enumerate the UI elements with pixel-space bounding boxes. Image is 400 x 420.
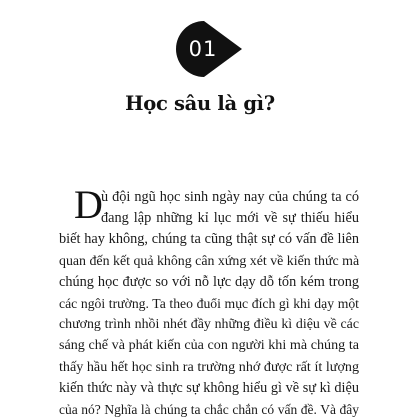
chapter-number: 01	[188, 37, 218, 61]
paragraph-line: quan đến kết quả không cân xứng xét về kiến thức mà	[59, 253, 360, 269]
paragraph-line: kiến thức này và thực sự không hiểu gì về sự kì diệu	[59, 379, 359, 396]
paragraph-line: đang lập những kỉ lục mới về sự thiếu hiểu	[101, 210, 359, 227]
chapter-badge	[180, 21, 242, 77]
paragraph-line: của nó? Nghĩa là chúng ta chắc chắn có vấn đề. Và đây	[59, 401, 359, 417]
paragraph-line: biết hay không, chúng ta cũng thật sự có vấn đề liên	[59, 231, 359, 248]
paragraph-line: chương trình nhồi nhét đầy những điều kì diệu về các	[59, 317, 359, 333]
paragraph-line: ù đội ngũ học sinh ngày nay của chúng ta có	[101, 189, 359, 205]
paragraph-line: sáng chế và phát kiến của con người khi mà chúng ta	[59, 337, 359, 354]
paragraph-line: các ngôi trường. Ta theo đuổi mục đích gì khi dạy một	[59, 295, 359, 311]
drop-cap: D	[74, 182, 103, 227]
chapter-title: Học sâu là gì?	[125, 92, 275, 115]
paragraph-line: chúng học được so với nỗ lực dạy dỗ tốn kém trong	[59, 273, 359, 290]
body-paragraph	[59, 182, 360, 420]
paragraph-line: thấy hầu hết học sinh ra trường nhớ được rất ít lượng	[59, 358, 359, 375]
